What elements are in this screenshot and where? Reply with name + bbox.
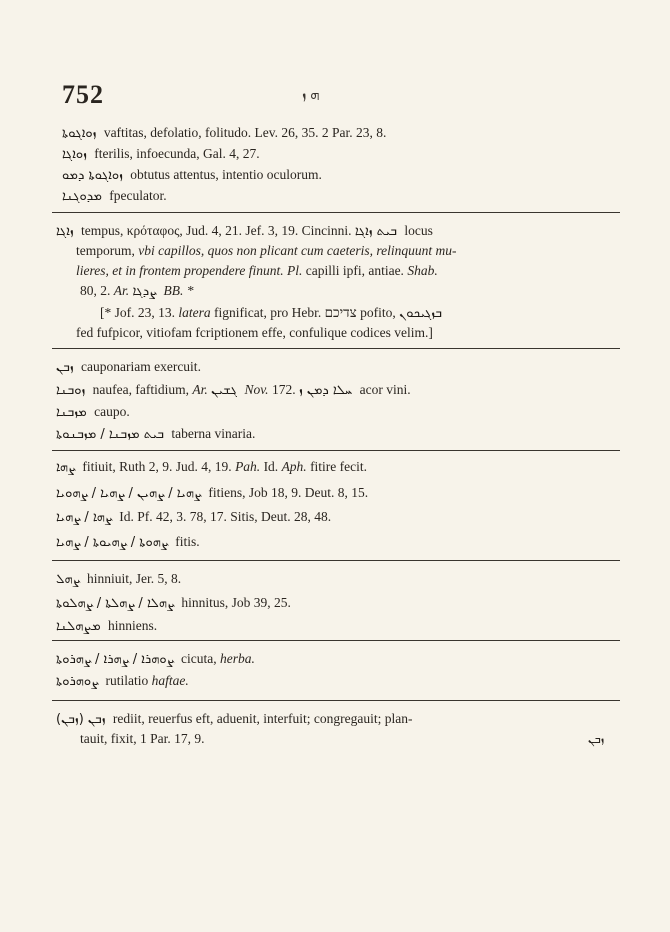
syriac-headword: ܡܨܗܠܢܐ (56, 619, 101, 634)
section-divider (52, 450, 620, 451)
syriac-headword: ܙܐܓܐ (56, 224, 74, 239)
entry-line (56, 710, 412, 729)
entry-line (56, 617, 157, 636)
entry-line (56, 533, 200, 552)
definition-italic: latera (178, 305, 211, 320)
section-divider (52, 212, 620, 213)
entry-line (56, 508, 331, 527)
definition: 172. (271, 382, 296, 397)
abbrev-italic: Pah. (235, 459, 261, 474)
entry-line (62, 187, 167, 206)
entry-line (80, 730, 205, 748)
abbrev-italic: Nov. (244, 382, 269, 397)
definition: tempus, κρόταφος, Jud. 4, 21. Jef. 3, 19. Cincinni. (81, 223, 352, 238)
syriac-term: ܚܠܐ ܕܡܢ ܙ (298, 383, 353, 398)
definition: acor vini. (359, 382, 411, 397)
definition: taberna vinaria. (171, 426, 256, 441)
definition: locus (404, 223, 433, 238)
syriac-headword: ܨܗܐ / ܨܗܝܐ (56, 510, 112, 525)
entry-line (56, 403, 130, 422)
definition: caupo. (94, 404, 130, 419)
syriac-headword: ܨܗܘܬܐ / ܨܗܝܘܬܐ / ܨܗܝܐ (56, 535, 168, 550)
definition: tauit, fixit, 1 Par. 17, 9. (80, 731, 205, 746)
definition: fitiens, Job 18, 9. Deut. 8, 15. (208, 485, 369, 500)
syriac-headword: ܙܒܢ (56, 360, 74, 375)
definition: fterilis, infoecunda, Gal. 4, 27. (94, 146, 260, 161)
definition-italic: herba. (220, 651, 255, 666)
syriac-term: ܒܝܬ ܙܐܓܐ (354, 224, 397, 239)
definition-italic: vbi capillos, quos non plicant cum caeteris, relinquunt mu- (138, 243, 457, 258)
entry-line (56, 381, 411, 400)
definition: rutilatio (105, 673, 149, 688)
syriac-headword: ܙܘܐܓܐ (62, 147, 87, 162)
abbrev-italic: BB. * (163, 283, 194, 298)
definition: fignificat, pro Hebr. צדיכם pofito, (214, 305, 396, 320)
catchword: ܙܒܢ (588, 732, 605, 746)
syriac-headword: ܨܗܝܐ / ܨܗܝܢ / ܨܗܝܐ / ܨܗܘܝܐ (56, 486, 201, 501)
definition: fitiuit, Ruth 2, 9. Jud. 4, 19. (82, 459, 232, 474)
syriac-headword: ܡܙܒܢܐ (56, 405, 87, 420)
definition: hinniuit, Jer. 5, 8. (86, 571, 182, 586)
syriac-headword: ܡܕܘܓܢܐ (62, 189, 102, 204)
definition: fitire fecit. (310, 459, 368, 474)
definition: capilli ipfi, antiae. (305, 263, 404, 278)
entry-line (76, 324, 433, 342)
definition: hinniens. (108, 618, 158, 633)
syriac-headword: ܨܗܐ (56, 460, 76, 475)
entry-line (76, 242, 456, 260)
abbrev-italic: Aph. (281, 459, 307, 474)
syriac-headword: ܙܘܐܓܘܬܐ ܕܡܘ (62, 168, 123, 183)
syriac-headword: ܨܘܗܪܐ / ܨܗܪܐ / ܨܗܪܘܬܐ (56, 652, 174, 667)
entry-line (100, 304, 446, 323)
definition: naufea, faftidium, (92, 382, 189, 397)
entry-line (56, 425, 255, 444)
abbrev-italic: Shab. (407, 263, 438, 278)
entry-line (62, 124, 386, 143)
definition: [* Jof. 23, 13. (100, 305, 175, 320)
entry-line (56, 594, 291, 613)
entry-line (80, 282, 194, 301)
entry-line (56, 570, 181, 589)
entry-line (56, 484, 368, 503)
definition: cauponariam exercuit. (81, 359, 201, 374)
abbrev-italic: Ar. (113, 283, 130, 298)
syriac-headword: ܨܗܠ (56, 572, 80, 587)
syriac-headword: ܨܘܗܪܘܬܐ (56, 674, 99, 689)
entry-line (62, 145, 260, 164)
entry-line (56, 222, 433, 241)
definition: cicuta, (181, 651, 217, 666)
definition: vaftitas, defolatio, folitudo. Lev. 26, 35. 2 Par. 23, 8. (103, 125, 387, 140)
definition: Id. Pf. 42, 3. 78, 17. Sitis, Deut. 28, 48. (119, 509, 332, 524)
entry-line (56, 458, 367, 477)
syriac-headword: ܙܘܐܓܘܬܐ (62, 126, 97, 141)
page-number: 752 (62, 80, 104, 109)
definition: fpeculator. (109, 188, 167, 203)
section-divider (52, 700, 620, 701)
entry-line (56, 672, 189, 691)
syriac-headword: ܒܝܬ ܡܙܒܢܐ / ܡܙܒܢܘܬܐ (56, 427, 165, 442)
running-head: ܗ ܙ (302, 87, 320, 103)
syriac-headword: (ܙܒܢ) ܙܒܢ (56, 712, 106, 727)
definition: fitis. (175, 534, 200, 549)
definition: obtutus attentus, intentio oculorum. (130, 167, 322, 182)
definition: rediit, reuerfus eft, aduenit, interfuit; congregauit; plan- (112, 711, 413, 726)
section-divider (52, 560, 620, 561)
syriac-headword: ܨܗܠܐ / ܨܗܠܬܐ / ܨܗܠܘܬܐ (56, 596, 174, 611)
definition: Id. (263, 459, 279, 474)
entry-line (56, 358, 201, 377)
arabic-term: ܨܕܓܐ (132, 284, 157, 299)
section-divider (52, 348, 620, 349)
definition: hinnitus, Job 39, 25. (181, 595, 291, 610)
definition: fed fufpicor, vitiofam fcriptionem effe, confulique codices velim.] (76, 325, 433, 340)
syriac-term: ܒܙܓܝܟܘܢ (399, 306, 443, 321)
definition-italic: haftae. (151, 673, 189, 688)
abbrev-italic: Ar. (192, 382, 208, 397)
arabic-term: ܓܫܝܢ (211, 383, 238, 398)
definition: temporum, (76, 243, 135, 258)
abbrev-italic: Pl. (286, 263, 303, 278)
section-divider (52, 640, 620, 641)
entry-line (56, 650, 255, 669)
definition-italic: lieres, et in frontem propendere finunt. (76, 263, 284, 278)
entry-line (76, 262, 438, 280)
entry-line (62, 166, 322, 185)
syriac-headword: ܙܘܒܢܐ (56, 383, 86, 398)
page-header (62, 80, 622, 116)
definition: 80, 2. (80, 283, 111, 298)
